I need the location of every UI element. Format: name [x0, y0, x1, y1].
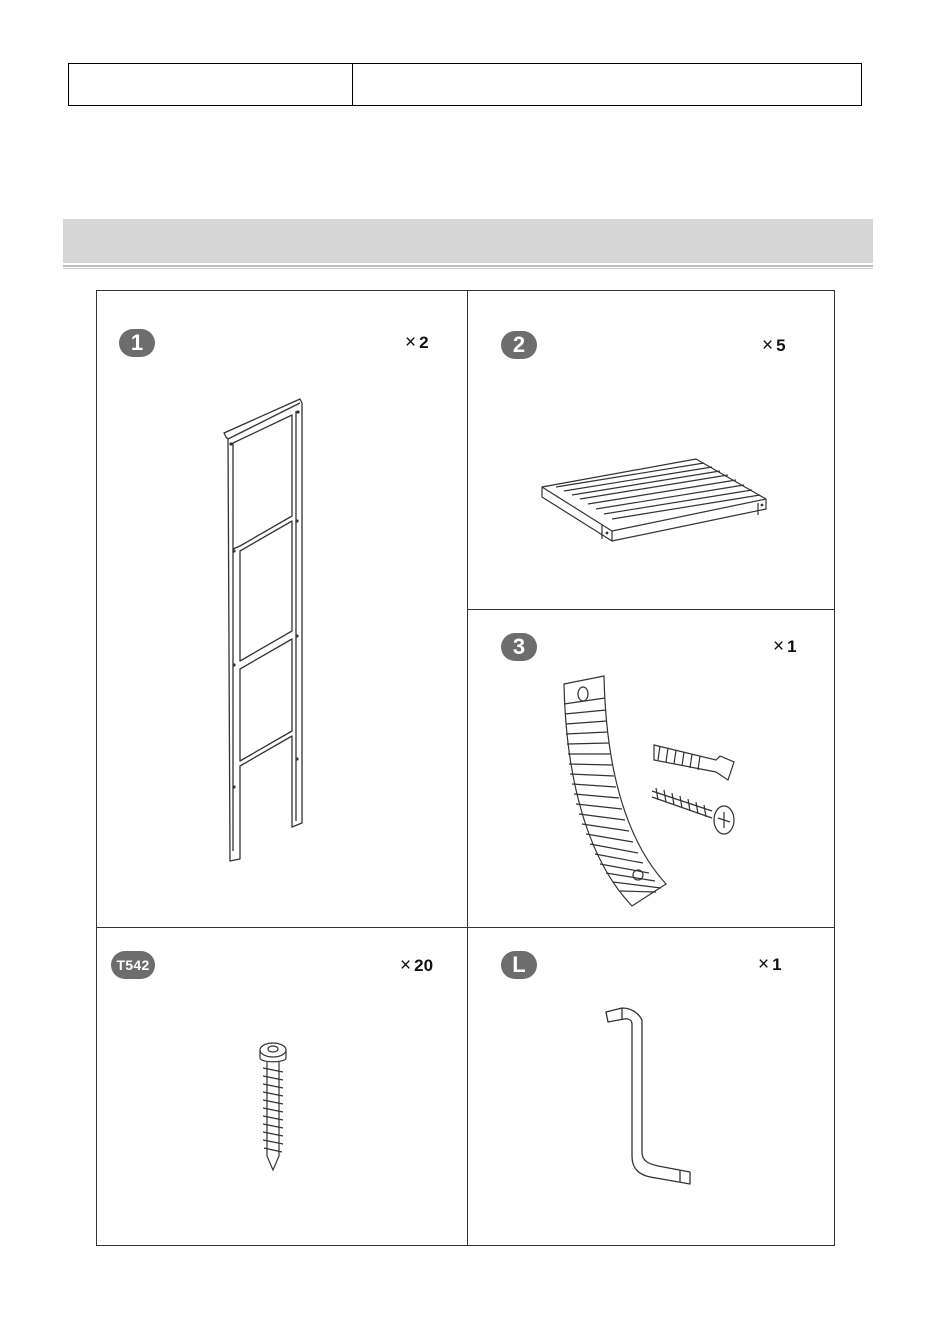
part-quantity: × 1: [758, 954, 782, 975]
part-cell-2: [468, 291, 834, 609]
header-table-cell-left: [69, 64, 353, 105]
slatted-shelf-icon: [536, 451, 776, 551]
part-number-badge: T542: [111, 951, 155, 979]
part-quantity: × 20: [400, 955, 434, 976]
section-divider: [63, 265, 873, 267]
screw-icon: [253, 1038, 293, 1178]
ladder-side-frame-icon: [212, 391, 312, 871]
part-cell-1: [97, 291, 467, 927]
part-quantity: × 1: [773, 636, 797, 657]
allen-key-icon: [598, 1002, 698, 1192]
part-number-badge: 1: [119, 329, 155, 357]
part-cell-l: [468, 928, 834, 1245]
part-quantity: × 5: [762, 335, 786, 356]
part-cell-3: [468, 610, 834, 927]
header-table-cell-right: [353, 64, 861, 105]
header-table: [68, 63, 862, 106]
part-quantity: × 2: [405, 332, 429, 353]
part-number-badge: 2: [501, 331, 537, 359]
part-cell-t542: [97, 928, 467, 1245]
part-number-badge: 3: [501, 633, 537, 661]
parts-grid: [96, 290, 835, 1246]
part-number-badge: L: [501, 951, 537, 979]
section-header-band: [63, 219, 873, 263]
wall-anchor-strap-kit-icon: [548, 670, 768, 920]
section-divider-thin: [63, 268, 873, 269]
